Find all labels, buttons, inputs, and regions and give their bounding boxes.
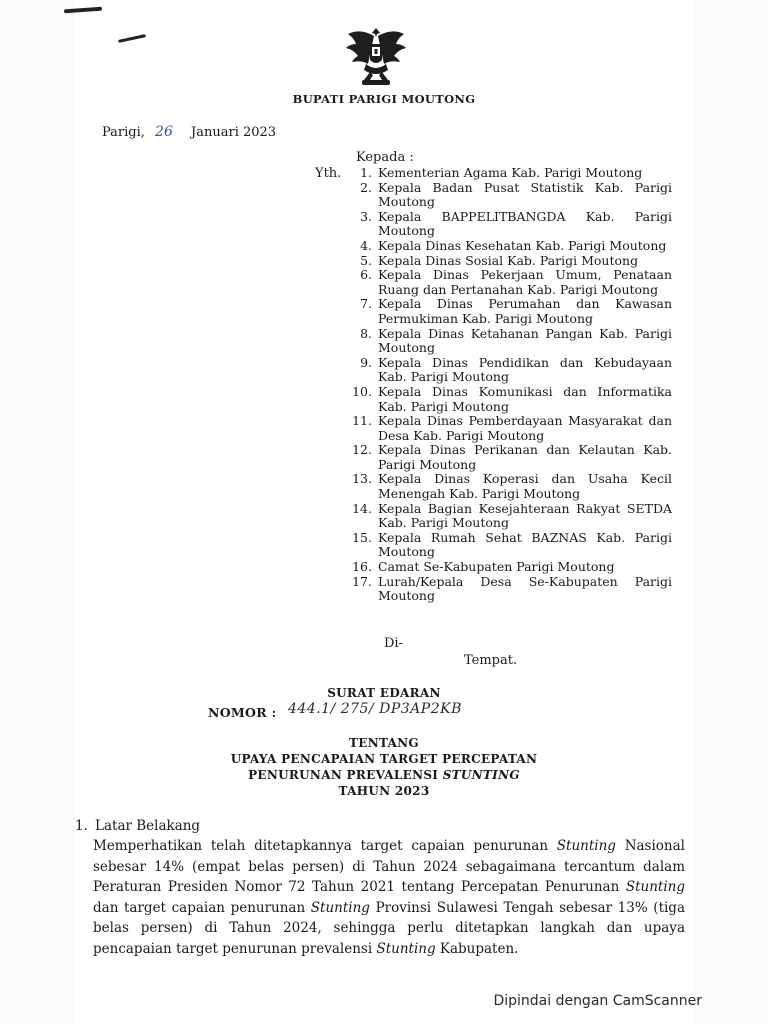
surat-edaran-title: SURAT EDARAN xyxy=(327,686,441,700)
recipient-text: Kepala Dinas Pemberdayaan Masyarakat dan Desa Kab. Parigi Moutong xyxy=(378,413,672,443)
recipient-text: Kepala Dinas Koperasi dan Usaha Kecil Menengah Kab. Parigi Moutong xyxy=(378,471,672,502)
para-italic: Stunting xyxy=(310,899,370,916)
recipient-item xyxy=(330,327,672,356)
recipient-text: Kepala Dinas Ketahanan Pangan Kab. Parigi Moutong xyxy=(378,325,672,356)
recipient-item xyxy=(330,239,672,254)
recipient-item xyxy=(330,443,672,472)
di-label: Di- xyxy=(384,636,403,651)
handwritten-day: 26 xyxy=(155,124,173,140)
scan-margin-right xyxy=(694,0,768,1024)
para-text: Kabupaten. xyxy=(435,940,519,957)
recipient-number: 9. xyxy=(360,354,372,370)
para-text: Provinsi Sulawesi Tengah sebesar 13% (tiga belas persen) di Tahun 2024, sehingga perlu ditetapkan langkah dan upaya pencapaian target penurunan prevalensi xyxy=(93,899,685,957)
recipient-list xyxy=(330,166,672,604)
header-title: BUPATI PARIGI MOUTONG xyxy=(292,92,476,106)
recipient-text: Kementerian Agama Kab. Parigi Moutong xyxy=(378,165,643,180)
recipient-number: 3. xyxy=(360,208,372,224)
recipient-text: Kepala Dinas Sosial Kab. Parigi Moutong xyxy=(378,252,639,268)
recipient-number: 15. xyxy=(352,529,372,545)
para-text: Memperhatikan telah ditetapkannya target capaian penurunan xyxy=(93,838,557,854)
recipient-text: Kepala Dinas Pekerjaan Umum, Penataan Ruang dan Pertanahan Kab. Parigi Moutong xyxy=(378,267,672,297)
para-italic: Stunting xyxy=(625,879,685,895)
recipient-number: 4. xyxy=(360,237,372,253)
scan-margin-left xyxy=(0,0,74,1024)
recipient-text: Kepala Dinas Komunikasi dan Informatika Kab. Parigi Moutong xyxy=(378,383,672,414)
recipient-text: Kepala Dinas Perumahan dan Kawasan Permukiman Kab. Parigi Moutong xyxy=(378,296,672,326)
place-date xyxy=(102,124,276,140)
section-heading xyxy=(75,818,200,834)
recipient-number: 11. xyxy=(352,413,372,429)
camscanner-watermark: Dipindai dengan CamScanner xyxy=(493,993,702,1009)
recipient-item xyxy=(330,575,672,604)
subject-line-2-italic: STUNTING xyxy=(442,768,520,782)
recipient-item xyxy=(330,297,672,326)
tentang-label: TENTANG xyxy=(349,736,419,750)
recipient-number: 17. xyxy=(352,573,372,589)
section-title: Latar Belakang xyxy=(95,818,201,834)
recipient-item xyxy=(330,254,672,269)
recipient-item xyxy=(330,166,672,181)
recipient-number: 16. xyxy=(352,559,372,575)
recipient-text: Kepala Dinas Kesehatan Kab. Parigi Moutong xyxy=(378,237,667,253)
recipient-number: 10. xyxy=(352,383,372,399)
recipient-number: 7. xyxy=(360,296,372,312)
yth-label: Yth. xyxy=(315,166,342,181)
subject-line-2-text: PENURUNAN PREVALENSI xyxy=(248,768,443,782)
tempat-label: Tempat. xyxy=(464,653,518,668)
recipient-item xyxy=(330,210,672,239)
recipient-item xyxy=(330,385,672,414)
recipient-item xyxy=(330,356,672,385)
recipient-number: 12. xyxy=(352,442,372,458)
section-number: 1. xyxy=(75,818,88,834)
recipient-number: 5. xyxy=(360,252,372,268)
section-paragraph xyxy=(93,836,685,959)
garuda-emblem-icon xyxy=(340,22,412,88)
recipient-text: Lurah/Kepala Desa Se-Kabupaten Parigi Moutong xyxy=(378,573,672,604)
subject-line-2 xyxy=(0,767,768,783)
recipient-number: 14. xyxy=(352,500,372,516)
subject-line-3: TAHUN 2023 xyxy=(338,784,430,798)
recipient-text: Kepala Dinas Perikanan dan Kelautan Kab. Parigi Moutong xyxy=(378,442,672,472)
recipient-number: 1. xyxy=(360,165,372,180)
recipient-number: 13. xyxy=(352,471,372,487)
para-italic: Stunting xyxy=(556,838,616,854)
nomor-handwritten-value: 444.1/ 275/ DP3AP2KB xyxy=(288,701,462,717)
recipient-item xyxy=(330,472,672,501)
para-text: Nasional sebesar 14% (empat belas persen) di Tahun 2024 sebagaimana tercantum dalam Peraturan Presiden Nomor 72 Tahun 2021 tentang Percepatan Penurunan xyxy=(93,838,685,895)
recipient-text: Kepala Bagian Kesejahteraan Rakyat SETDA Kab. Parigi Moutong xyxy=(378,500,672,531)
recipient-text: Kepala Rumah Sehat BAZNAS Kab. Parigi Moutong xyxy=(378,529,672,560)
para-text: dan target capaian penurunan xyxy=(93,899,311,916)
month-year: Januari 2023 xyxy=(191,125,277,140)
recipient-text: Camat Se-Kabupaten Parigi Moutong xyxy=(378,559,615,575)
subject-block xyxy=(0,735,768,799)
recipient-number: 2. xyxy=(360,179,372,195)
recipient-number: 8. xyxy=(360,325,372,341)
recipient-item xyxy=(330,502,672,531)
nomor-label: NOMOR : xyxy=(208,705,277,720)
recipient-text: Kepala Dinas Pendidikan dan Kebudayaan Kab. Parigi Moutong xyxy=(378,354,672,385)
recipient-item xyxy=(330,560,672,575)
recipient-item xyxy=(330,181,672,210)
recipient-text: Kepala BAPPELITBANGDA Kab. Parigi Moutong xyxy=(378,208,672,239)
subject-line-1: UPAYA PENCAPAIAN TARGET PERCEPATAN xyxy=(230,752,538,766)
recipient-item xyxy=(330,268,672,297)
recipient-number: 6. xyxy=(360,267,372,283)
para-italic: Stunting xyxy=(376,940,436,957)
recipient-item xyxy=(330,531,672,560)
kepada-label: Kepada : xyxy=(356,150,414,165)
recipient-text: Kepala Badan Pusat Statistik Kab. Parigi Moutong xyxy=(378,179,672,210)
recipient-item xyxy=(330,414,672,443)
place: Parigi, xyxy=(102,125,145,140)
